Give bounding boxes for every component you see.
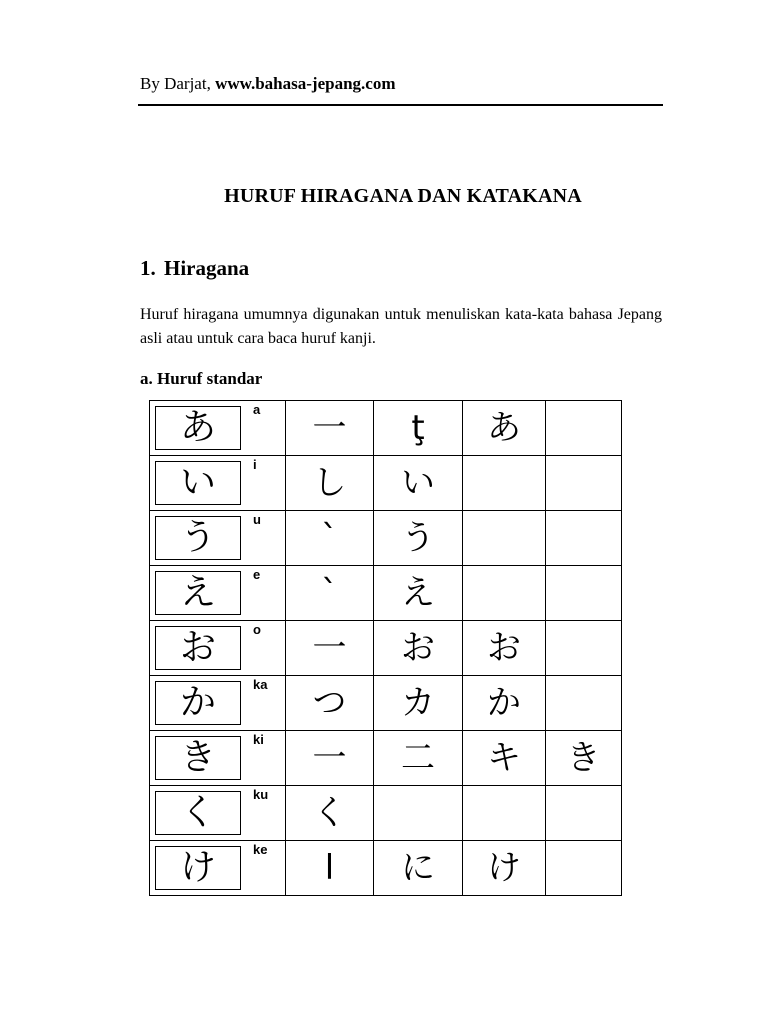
stroke-step-cell (546, 456, 622, 511)
kana-cell (150, 621, 286, 676)
stroke-step: お (487, 628, 521, 668)
kana-character: か (155, 681, 241, 725)
kana-character: う (155, 516, 241, 560)
kana-table (149, 400, 622, 896)
header-site: www.bahasa-jepang.com (215, 74, 396, 93)
page-header (140, 73, 662, 95)
section-title: Hiragana (164, 256, 250, 280)
kana-row (150, 621, 622, 676)
kana-row (150, 676, 622, 731)
kana-cell (150, 566, 286, 621)
stroke-step: 一 (312, 738, 347, 778)
stroke-step-cell (463, 676, 546, 731)
stroke-step: く (312, 793, 347, 833)
header-author: By Darjat, (140, 74, 216, 93)
kana-romaji: ke (253, 842, 268, 857)
section-number: 1. (140, 256, 156, 280)
stroke-step-cell (463, 731, 546, 786)
kana-row (150, 566, 622, 621)
stroke-step: ˋ (321, 518, 338, 558)
kana-row (150, 786, 622, 841)
stroke-step-cell (286, 841, 374, 896)
stroke-step-cell (286, 511, 374, 566)
stroke-step: う (401, 518, 435, 558)
stroke-step: 二 (401, 738, 435, 778)
stroke-step-cell (374, 841, 463, 896)
stroke-step-cell (374, 566, 463, 621)
stroke-step: あ (487, 408, 521, 448)
stroke-step: 一 (312, 408, 347, 448)
stroke-step: え (401, 573, 435, 613)
stroke-step-cell (374, 401, 463, 456)
stroke-step: い (401, 463, 435, 503)
kana-cell (150, 731, 286, 786)
stroke-step: か (487, 683, 521, 723)
stroke-step-cell (463, 566, 546, 621)
kana-cell (150, 841, 286, 896)
stroke-step-cell (463, 401, 546, 456)
kana-romaji: i (253, 457, 257, 472)
header-rule (138, 104, 663, 106)
stroke-step-cell (286, 456, 374, 511)
kana-cell (150, 456, 286, 511)
kana-character: き (155, 736, 241, 780)
stroke-step-cell (286, 676, 374, 731)
kana-row (150, 511, 622, 566)
kana-romaji: ka (253, 677, 268, 692)
kana-character: い (155, 461, 241, 505)
stroke-step: l (324, 848, 335, 888)
stroke-step-cell (463, 456, 546, 511)
section-paragraph: Huruf hiragana umumnya digunakan untuk menuliskan kata-kata bahasa Jepang asli atau untuk cara baca huruf kanji. (140, 306, 662, 347)
kana-romaji: e (253, 567, 261, 582)
section-heading (140, 256, 249, 281)
kana-character: け (155, 846, 241, 890)
kana-character: あ (155, 406, 241, 450)
kana-character: え (155, 571, 241, 615)
stroke-step-cell (286, 401, 374, 456)
stroke-step: ţ (411, 408, 425, 448)
stroke-step: に (401, 848, 435, 888)
kana-romaji: o (253, 622, 261, 637)
stroke-step-cell (546, 621, 622, 676)
stroke-step: き (566, 738, 601, 778)
stroke-step-cell (546, 731, 622, 786)
stroke-step-cell (546, 511, 622, 566)
stroke-step: 一 (312, 628, 347, 668)
kana-character: く (155, 791, 241, 835)
kana-row (150, 401, 622, 456)
stroke-step-cell (546, 786, 622, 841)
stroke-step-cell (463, 841, 546, 896)
kana-row (150, 731, 622, 786)
kana-cell (150, 401, 286, 456)
kana-cell (150, 676, 286, 731)
stroke-step: お (401, 628, 435, 668)
kana-romaji: ku (253, 787, 269, 802)
kana-character: お (155, 626, 241, 670)
stroke-step-cell (374, 621, 463, 676)
stroke-step-cell (286, 621, 374, 676)
stroke-step-cell (546, 566, 622, 621)
stroke-step-cell (374, 676, 463, 731)
stroke-step-cell (546, 401, 622, 456)
stroke-step-cell (463, 786, 546, 841)
kana-cell (150, 511, 286, 566)
stroke-step-cell (374, 731, 463, 786)
kana-cell (150, 786, 286, 841)
stroke-step-cell (546, 841, 622, 896)
stroke-step-cell (286, 566, 374, 621)
stroke-step-cell (374, 456, 463, 511)
stroke-step: つ (312, 683, 347, 723)
stroke-step-cell (286, 731, 374, 786)
stroke-step-cell (286, 786, 374, 841)
stroke-step-cell (463, 621, 546, 676)
subsection-heading: a. Huruf standar (140, 369, 263, 388)
stroke-step: カ (401, 683, 435, 723)
stroke-step: し (312, 463, 347, 503)
stroke-step: キ (487, 738, 521, 778)
kana-row (150, 841, 622, 896)
stroke-step-cell (546, 676, 622, 731)
stroke-step: け (487, 848, 521, 888)
kana-romaji: a (253, 402, 261, 417)
stroke-step-cell (463, 511, 546, 566)
kana-row (150, 456, 622, 511)
stroke-step: ˋ (321, 573, 338, 613)
stroke-step-cell (374, 786, 463, 841)
kana-romaji: u (253, 512, 261, 527)
document-title: HURUF HIRAGANA DAN KATAKANA (224, 185, 582, 207)
stroke-step-cell (374, 511, 463, 566)
kana-romaji: ki (253, 732, 264, 747)
